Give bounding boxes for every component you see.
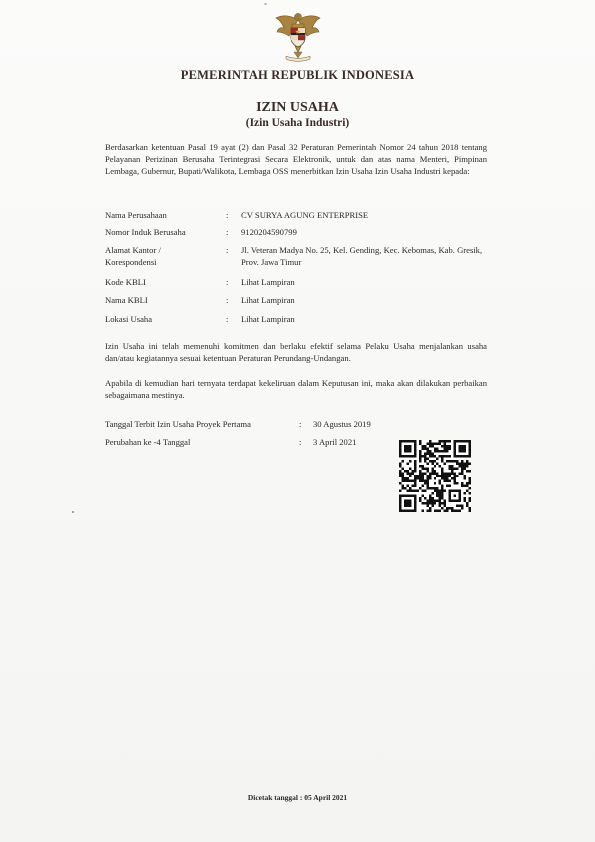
scan-speck bbox=[72, 511, 74, 513]
field-value-business-location: Lihat Lampiran bbox=[241, 314, 295, 324]
field-value-business-id: 9120204590799 bbox=[241, 227, 297, 237]
government-heading: PEMERINTAH REPUBLIK INDONESIA bbox=[180, 68, 415, 82]
field-colon: : bbox=[226, 277, 229, 287]
amendment-date-value: 3 April 2021 bbox=[313, 437, 357, 447]
first-issue-date-value: 30 Agustus 2019 bbox=[313, 419, 371, 429]
date-colon: : bbox=[299, 419, 302, 429]
field-value-kbli-name: Lihat Lampiran bbox=[241, 295, 295, 305]
date-colon: : bbox=[299, 437, 302, 447]
field-colon: : bbox=[226, 314, 229, 324]
validity-paragraph: Izin Usaha ini telah memenuhi komitmen dan berlaku efektif selama Pelaku Usaha menjalankan usaha dan/atau kegiatannya sesuai ketentuan Peraturan Perundang-Undangan. bbox=[105, 341, 487, 364]
field-colon: : bbox=[226, 227, 229, 237]
field-colon: : bbox=[226, 295, 229, 305]
garuda-emblem-icon bbox=[270, 8, 326, 64]
intro-paragraph: Berdasarkan ketentuan Pasal 19 ayat (2) dan Pasal 32 Peraturan Pemerintah Nomor 24 tahun 2018 tentang Pelayanan Perizinan Berusaha Terintegrasi Secara Elektronik, untuk dan atas nama Menteri, Pimpinan Lembaga, Gubernur, Bupati/Walikota, Lembaga OSS menerbitkan Izin Usaha Izin Usaha Industri kepada: bbox=[105, 142, 487, 177]
field-colon: : bbox=[226, 245, 229, 255]
field-label-company-name: Nama Perusahaan bbox=[105, 210, 167, 220]
qr-code-icon bbox=[399, 440, 471, 512]
document-title: IZIN USAHA bbox=[256, 100, 339, 115]
field-colon: : bbox=[226, 210, 229, 220]
field-value-kbli-code: Lihat Lampiran bbox=[241, 277, 295, 287]
scan-speck bbox=[264, 3, 267, 5]
document-subtitle: (Izin Usaha Industri) bbox=[245, 117, 350, 129]
field-label-kbli-code: Kode KBLI bbox=[105, 277, 146, 287]
field-label-business-id: Nomor Induk Berusaha bbox=[105, 227, 186, 237]
field-label-office-address: Alamat Kantor / Korespondensi bbox=[105, 245, 161, 267]
printed-date: Dicetak tanggal : 05 April 2021 bbox=[247, 793, 348, 802]
first-issue-date-label: Tanggal Terbit Izin Usaha Proyek Pertama bbox=[105, 419, 251, 429]
field-value-office-address: Jl. Veteran Madya No. 25, Kel. Gending, Kec. Kebomas, Kab. Gresik, Prov. Jawa Timur bbox=[241, 245, 483, 267]
amendment-date-label: Perubahan ke -4 Tanggal bbox=[105, 437, 191, 447]
field-value-company-name: CV SURYA AGUNG ENTERPRISE bbox=[241, 210, 369, 220]
field-label-business-location: Lokasi Usaha bbox=[105, 314, 153, 324]
field-label-kbli-name: Nama KBLI bbox=[105, 295, 148, 305]
correction-paragraph: Apabila di kemudian hari ternyata terdapat kekeliruan dalam Keputusan ini, maka akan dilakukan perbaikan sebagaimana mestinya. bbox=[105, 378, 487, 401]
